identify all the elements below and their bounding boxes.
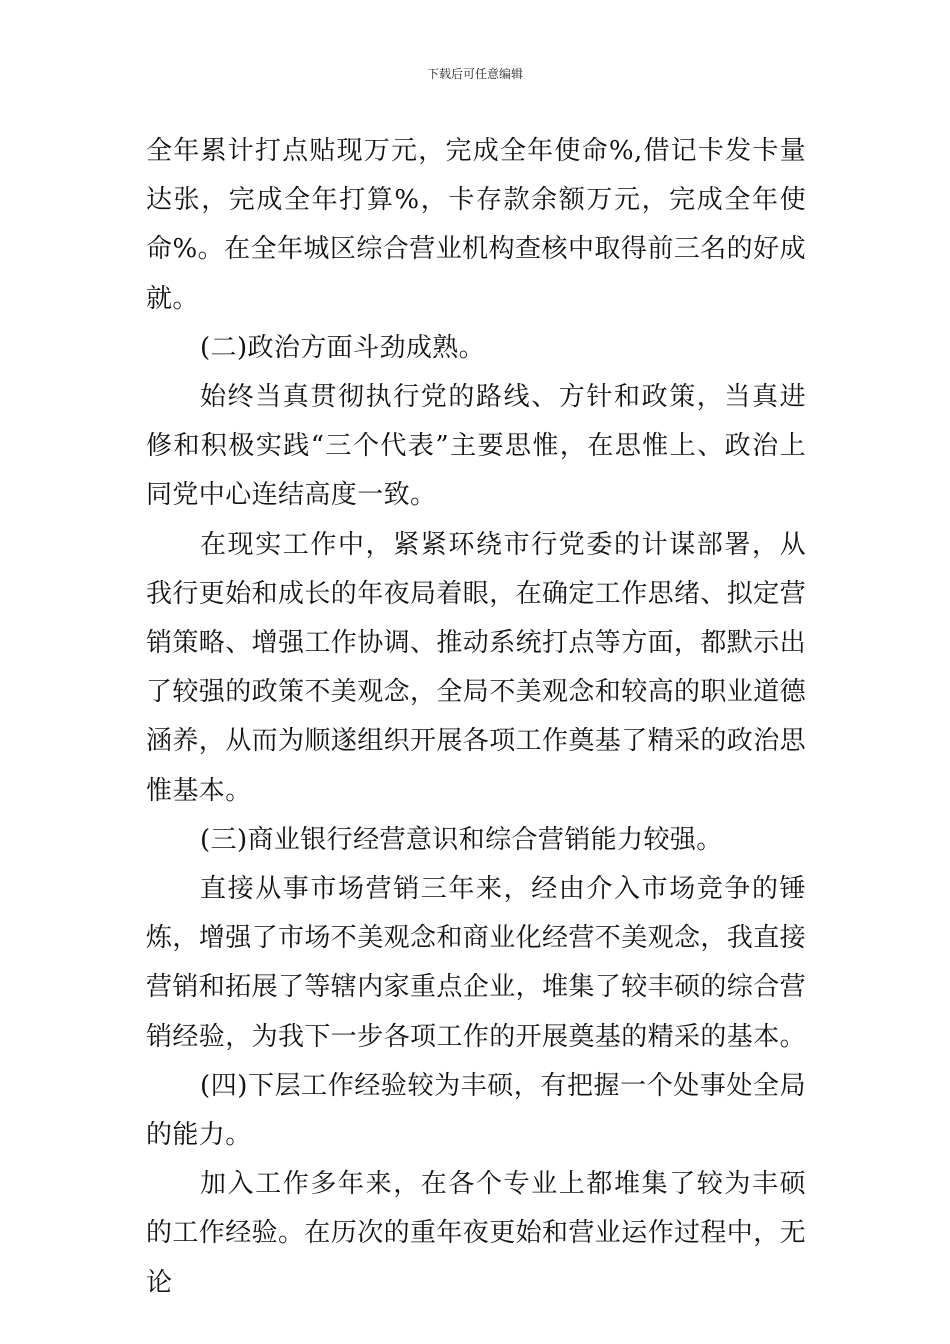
paragraph-3: 始终当真贯彻执行党的路线、方针和政策，当真进修和积极实践“三个代表”主要思惟，在思惟上、政治上同党中心连结高度一致。 bbox=[146, 382, 806, 511]
page-header: 下载后可任意编辑 bbox=[426, 67, 523, 81]
paragraph-6: 直接从事市场营销三年来，经由介入市场竞争的锤炼，增强了市场不美观念和商业化经营不美观念，我直接营销和拓展了等辖内家重点企业，堆集了较丰硕的综合营销经验，为我下一步各项工作的开展奠基的精采的基本。 bbox=[146, 874, 807, 1052]
paragraph-8: 加入工作多年来，在各个专业上都堆集了较为丰硕的工作经验。在历次的重年夜更始和营业运作过程中，无论 bbox=[146, 1169, 807, 1298]
paragraph-1: 全年累计打点贴现万元，完成全年使命%,借记卡发卡量达张，完成全年打算%，卡存款余额万元，完成全年使命%。在全年城区综合营业机构查核中取得前三名的好成就。 bbox=[146, 136, 806, 314]
document-body bbox=[146, 127, 806, 1308]
paragraph-5-heading: (三)商业银行经营意识和综合营销能力较强。 bbox=[200, 824, 723, 855]
paragraph-4: 在现实工作中，紧紧环绕市行党委的计谋部署，从我行更始和成长的年夜局着眼，在确定工作思绪、拟定营销策略、增强工作协调、推动系统打点等方面，都默示出了较强的政策不美观念，全局不美观念和较高的职业道德涵养，从而为顺遂组织开展各项工作奠基了精采的政治思惟基本。 bbox=[146, 529, 807, 806]
paragraph-7-heading: (四)下层工作经验较为丰硕，有把握一个处事处全局的能力。 bbox=[146, 1070, 806, 1151]
paragraph-2-heading: (二)政治方面斗劲成熟。 bbox=[200, 332, 486, 363]
